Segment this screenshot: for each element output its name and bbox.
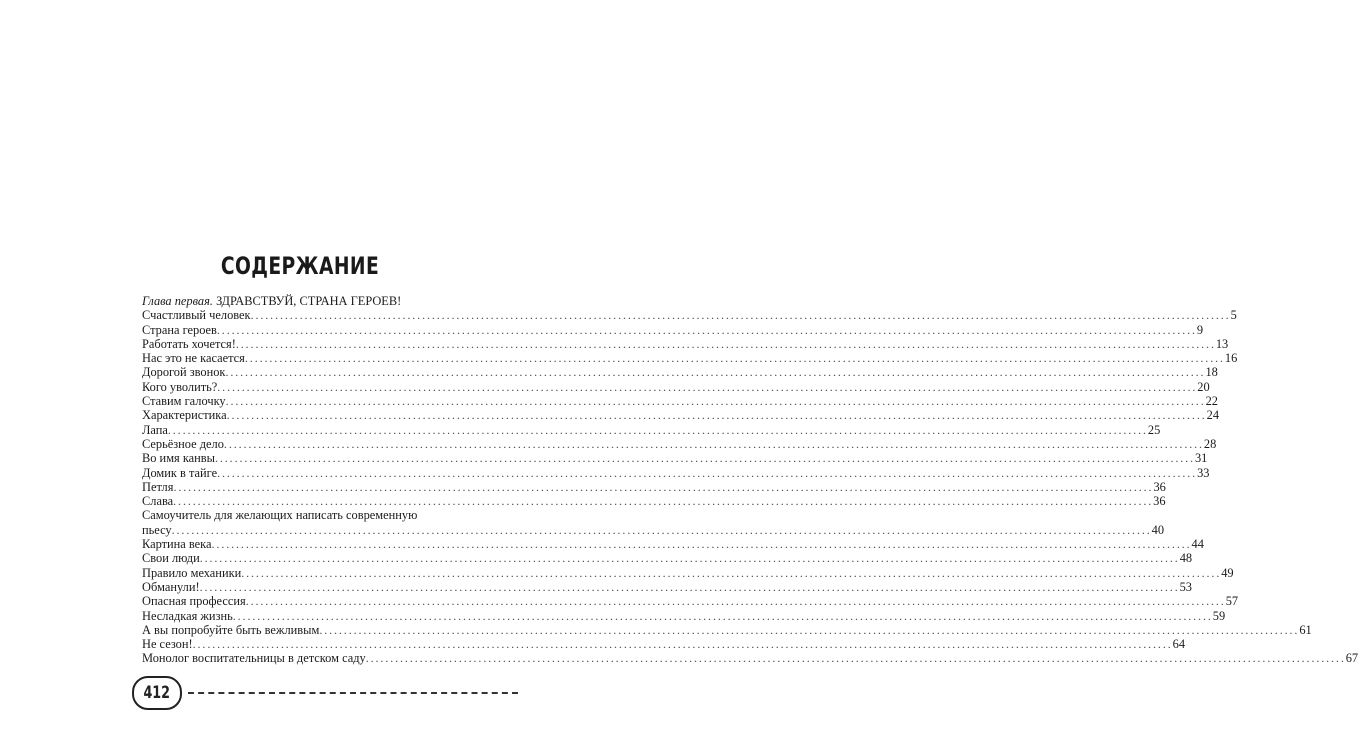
toc-entry xyxy=(142,408,1220,423)
toc-entry xyxy=(142,579,1192,594)
toc-entry-title: Счастливый человек xyxy=(142,308,251,323)
toc-entry xyxy=(142,351,1238,366)
toc-entry-title: Обманули! xyxy=(142,579,200,594)
toc-entry-page: 16 xyxy=(1224,351,1238,366)
toc-entry xyxy=(142,637,1186,652)
dot-leader: ........................................................................................................................................................................................................ xyxy=(214,451,1195,466)
toc-entry-page: 59 xyxy=(1212,608,1226,623)
toc-entry-page: 5 xyxy=(1230,308,1237,323)
toc-entry xyxy=(142,365,1218,380)
toc-entry xyxy=(142,465,1210,480)
toc-entry-title: Не сезон! xyxy=(142,637,193,652)
dot-leader: ........................................................................................................................................................................................................ xyxy=(192,637,1173,652)
dot-leader: ........................................................................................................................................................................................................ xyxy=(235,336,1216,351)
dot-leader: ........................................................................................................................................................................................................ xyxy=(232,608,1213,623)
toc-entry-title: Дорогой звонок xyxy=(142,365,226,380)
toc-entry-title: Работать хочется! xyxy=(142,336,236,351)
toc-entry xyxy=(142,479,1166,494)
toc-entry-title-line2: пьесу xyxy=(142,522,172,537)
toc-entry-title: Свои люди xyxy=(142,551,200,566)
toc-entry xyxy=(142,379,1210,394)
page-number: 412 xyxy=(143,683,171,703)
dot-leader: ........................................................................................................................................................................................................ xyxy=(319,622,1300,637)
toc-entry-continuation xyxy=(142,522,1165,537)
toc-entry-page: 36 xyxy=(1153,479,1166,494)
toc-entry-page: 33 xyxy=(1197,465,1210,480)
dot-leader: ........................................................................................................................................................................................................ xyxy=(244,351,1225,366)
toc-entry-page: 44 xyxy=(1191,537,1204,552)
toc-entry-page: 67 xyxy=(1345,651,1358,666)
toc-entry-title: Несладкая жизнь xyxy=(142,608,233,623)
dot-leader: ........................................................................................................................................................................................................ xyxy=(217,465,1198,480)
toc-entry-title: Домик в тайге xyxy=(142,465,218,480)
page-number-badge xyxy=(132,676,182,710)
toc-entry-title: Нас это не касается xyxy=(142,351,245,366)
dot-leader: ........................................................................................................................................................................................................ xyxy=(241,565,1222,580)
toc-entry-page: 13 xyxy=(1215,336,1229,351)
dot-leader: ........................................................................................................................................................................................................ xyxy=(225,365,1206,380)
dot-leader: ........................................................................................................................................................................................................ xyxy=(173,494,1154,509)
toc-entry-page: 24 xyxy=(1206,408,1220,423)
chapter-title: ЗДРАВСТВУЙ, СТРАНА ГЕРОЕВ! xyxy=(216,294,402,308)
dot-leader: ........................................................................................................................................................................................................ xyxy=(216,322,1197,337)
toc-entry-title: Характеристика xyxy=(142,408,227,423)
toc-entry-title: Ставим галочку xyxy=(142,394,226,409)
dot-leader: ........................................................................................................................................................................................................ xyxy=(171,522,1152,537)
toc-entry xyxy=(142,594,1239,609)
toc-entry-page: 48 xyxy=(1179,551,1193,566)
dot-leader: ........................................................................................................................................................................................................ xyxy=(167,422,1148,437)
toc-entry xyxy=(142,494,1166,509)
toc-entry-title: А вы попробуйте быть вежливым xyxy=(142,622,320,637)
dot-leader: ........................................................................................................................................................................................................ xyxy=(223,436,1204,451)
dot-leader: ........................................................................................................................................................................................................ xyxy=(365,651,1346,666)
page-title: СОДЕРЖАНИЕ xyxy=(220,252,380,280)
toc-entry-title: Страна героев xyxy=(142,322,217,337)
toc-entry xyxy=(142,336,1229,351)
toc-entry-page: 9 xyxy=(1196,322,1204,337)
toc-entry xyxy=(142,422,1161,437)
toc-entry-page: 18 xyxy=(1205,365,1218,380)
toc-entry-page: 40 xyxy=(1151,522,1165,537)
dot-leader: ........................................................................................................................................................................................................ xyxy=(173,479,1154,494)
toc-entry xyxy=(142,451,1208,466)
toc-entry-page: 64 xyxy=(1172,637,1186,652)
toc-entry-title: Слава xyxy=(142,494,174,509)
toc-entry xyxy=(142,508,1165,537)
toc-entry-title: Картина века xyxy=(142,537,212,552)
toc-entry xyxy=(142,308,1237,323)
toc-entry-page: 57 xyxy=(1225,594,1239,609)
toc-entry-title: Серьёзное дело xyxy=(142,436,224,451)
toc-entry xyxy=(142,651,1358,666)
toc-entry xyxy=(142,436,1217,451)
dot-leader: ........................................................................................................................................................................................................ xyxy=(245,594,1226,609)
dot-leader: ........................................................................................................................................................................................................ xyxy=(199,579,1180,594)
chapter-heading xyxy=(142,294,496,308)
dot-leader: ........................................................................................................................................................................................................ xyxy=(217,379,1198,394)
toc-entry xyxy=(142,537,1204,552)
toc-entry-title: Монолог воспитательницы в детском саду xyxy=(142,651,366,666)
toc-entry-title: Опасная профессия xyxy=(142,594,246,609)
chapter-prefix: Глава первая. xyxy=(142,294,213,308)
dot-leader: ........................................................................................................................................................................................................ xyxy=(250,308,1231,323)
dot-leader: ........................................................................................................................................................................................................ xyxy=(211,537,1192,552)
toc-entry-page: 61 xyxy=(1299,622,1312,637)
toc-entry-page: 22 xyxy=(1205,394,1218,409)
table-of-contents xyxy=(142,294,1358,666)
toc-entry-page: 28 xyxy=(1203,436,1217,451)
toc-entry xyxy=(142,394,1218,409)
dot-leader: ........................................................................................................................................................................................................ xyxy=(225,394,1206,409)
toc-entry-page: 25 xyxy=(1147,422,1161,437)
toc-entry xyxy=(142,565,1234,580)
toc-entry-page: 31 xyxy=(1194,451,1208,466)
toc-entry-title-line1: Самоучитель для желающих написать современную xyxy=(142,508,418,523)
toc-entry xyxy=(142,551,1193,566)
toc-entry-title: Во имя канвы xyxy=(142,451,215,466)
toc-entry-title: Лапа xyxy=(142,422,168,437)
dashed-rule xyxy=(188,692,518,694)
toc-entry-page: 49 xyxy=(1221,565,1234,580)
toc-entry xyxy=(142,622,1312,637)
dot-leader: ........................................................................................................................................................................................................ xyxy=(226,408,1207,423)
toc-entry-page: 36 xyxy=(1153,494,1166,509)
toc-entry-page: 53 xyxy=(1179,579,1192,594)
toc-entry-title: Петля xyxy=(142,479,174,494)
toc-entry xyxy=(142,322,1204,337)
toc-entry xyxy=(142,608,1226,623)
toc-entry-page: 20 xyxy=(1197,379,1210,394)
dot-leader: ........................................................................................................................................................................................................ xyxy=(199,551,1180,566)
toc-entry-title: Кого уволить? xyxy=(142,379,218,394)
toc-entry-title: Правило механики xyxy=(142,565,242,580)
